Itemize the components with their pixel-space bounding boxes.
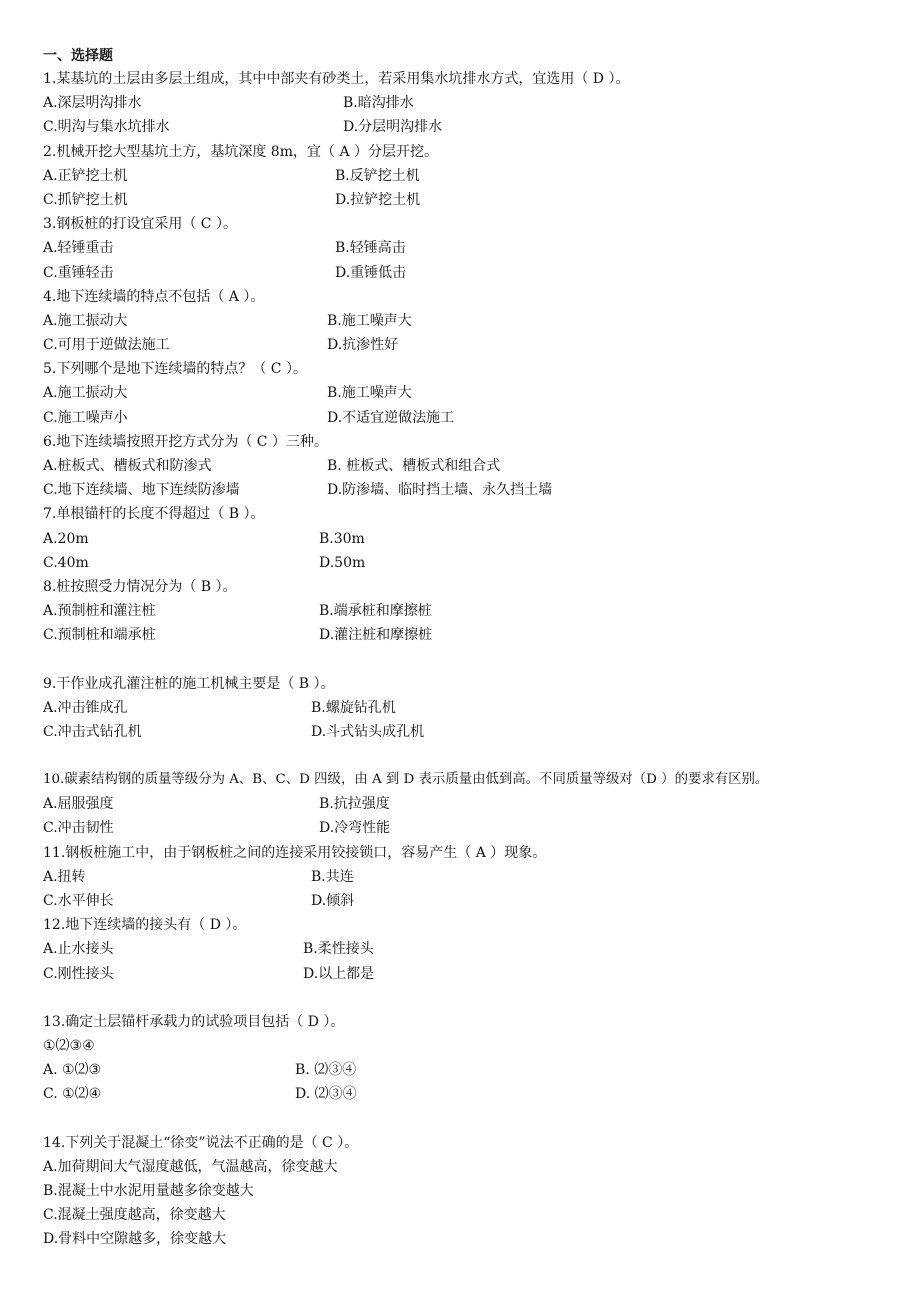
question-stem: 12.地下连续墙的接头有（ D ）。: [43, 917, 247, 934]
option: D.灌注桩和摩擦桩: [319, 627, 433, 644]
option: B.30m: [319, 530, 365, 547]
option: A. ①⑵③: [43, 1062, 102, 1079]
option-row: [43, 527, 903, 551]
question-stem: 11.钢板桩施工中，由于钢板桩之间的连接采用铰接锁口，容易产生（ A ）现象。: [43, 844, 547, 861]
question-stem: 10.碳素结构钢的质量等级分为 A、B、C、D 四级，由 A 到 D 表示质量由低到高。不同质量等级对（D ）的要求有区别。: [43, 772, 769, 788]
option: B.螺旋钻孔机: [311, 699, 396, 716]
option: B.共连: [311, 868, 354, 885]
option: A.轻锤重击: [43, 240, 114, 257]
option-row: [43, 188, 903, 212]
question-stem: 3.钢板桩的打设宜采用（ C ）。: [43, 216, 237, 233]
option: A.施工振动大: [43, 312, 128, 329]
option: D. ⑵③④: [295, 1086, 357, 1103]
option: B. 桩板式、槽板式和组合式: [327, 458, 501, 474]
option-row: [43, 381, 903, 405]
option-row: [43, 115, 903, 139]
option: A.正铲挖土机: [43, 167, 128, 184]
option: B.施工噪声大: [327, 312, 412, 329]
question-stem: 13.确定土层锚杆承载力的试验项目包括（ D ）。: [43, 1013, 345, 1030]
option-row: [43, 406, 903, 430]
option: D.冷弯性能: [319, 820, 391, 837]
option: B.施工噪声大: [327, 385, 412, 402]
question-stem: 1.某基坑的土层由多层土组成，其中中部夹有砂类土，若采用集水坑排水方式，宜选用（ D ）。: [43, 71, 630, 87]
option-row: [43, 551, 903, 575]
option: A.加荷期间大气湿度越低，气温越高，徐变越大: [43, 1158, 338, 1175]
option: D.不适宜逆做法施工: [327, 409, 455, 426]
option: B.轻锤高击: [335, 240, 406, 257]
option-row: [43, 309, 903, 333]
option-row: [43, 91, 903, 115]
question-stem: 7.单根锚杆的长度不得超过（ B ）。: [43, 506, 265, 523]
option: B. ⑵③④: [295, 1062, 357, 1079]
option: D.分层明沟排水: [343, 119, 443, 136]
option-row: [43, 962, 903, 986]
option: A.桩板式、槽板式和防渗式: [43, 458, 212, 474]
question-stem: 9.干作业成孔灌注桩的施工机械主要是（ B ）。: [43, 675, 335, 692]
option: C.预制桩和端承桩: [43, 627, 156, 644]
option: B.端承桩和摩擦桩: [319, 603, 432, 620]
option: C.刚性接头: [43, 965, 114, 982]
option: D.倾斜: [311, 893, 355, 909]
section-title: 一、选择题: [43, 48, 113, 64]
option: D.斗式钻头成孔机: [311, 723, 425, 740]
question-stem: 5.下列哪个是地下连续墙的特点？（ C ）。: [43, 361, 307, 378]
option: C.冲击韧性: [43, 820, 114, 837]
option: C.冲击式钻孔机: [43, 723, 142, 740]
option-row: [43, 164, 903, 188]
document-page: [43, 45, 903, 1251]
option: B.暗沟排水: [343, 95, 414, 112]
option: D.以上都是: [303, 965, 375, 982]
question-stem: 14.下列关于混凝土“徐变”说法不正确的是（ C ）。: [43, 1134, 359, 1151]
option-row: [43, 261, 903, 285]
option-row: [43, 478, 903, 502]
option: C.明沟与集水坑排水: [43, 119, 170, 136]
option: C. ①⑵④: [43, 1086, 102, 1103]
option: D.骨料中空隙越多，徐变越大: [43, 1231, 227, 1248]
option: A.20m: [43, 530, 89, 547]
option: C.混凝土强度越高，徐变越大: [43, 1207, 226, 1224]
option: A.止水接头: [43, 941, 114, 958]
option: C.水平伸长: [43, 893, 114, 909]
option-row: [43, 454, 903, 478]
option: C.抓铲挖土机: [43, 191, 128, 208]
option: D.抗渗性好: [327, 337, 399, 354]
option: C.可用于逆做法施工: [43, 337, 170, 354]
option-row: [43, 1058, 903, 1082]
option: B.混凝土中水泥用量越多徐变越大: [43, 1182, 254, 1199]
option: A.屈服强度: [43, 796, 114, 813]
option: D.重锤低击: [335, 264, 407, 281]
option: A.冲击锥成孔: [43, 699, 128, 716]
question-note: ①⑵③④: [43, 1037, 95, 1054]
option: A.预制桩和灌注桩: [43, 603, 156, 620]
question-stem: 2.机械开挖大型基坑土方，基坑深度 8m，宜（ A ）分层开挖。: [43, 143, 438, 160]
option: A.施工振动大: [43, 385, 128, 402]
option: D.50m: [319, 554, 366, 571]
option: B.反铲挖土机: [335, 167, 420, 184]
option-row: [43, 333, 903, 357]
option-row: [43, 792, 903, 816]
option-row: [43, 599, 903, 623]
option: C.40m: [43, 554, 89, 571]
option: B.抗拉强度: [319, 796, 390, 813]
question-stem: 6.地下连续墙按照开挖方式分为（ C ）三种。: [43, 433, 328, 450]
option: C.重锤轻击: [43, 264, 114, 281]
option-row: [43, 623, 903, 647]
option: D.防渗墙、临时挡土墙、永久挡土墙: [327, 482, 553, 499]
option-row: [43, 937, 903, 961]
option: C.地下连续墙、地下连续防渗墙: [43, 482, 240, 499]
question-stem: 4.地下连续墙的特点不包括（ A ）。: [43, 288, 265, 305]
option: B.柔性接头: [303, 941, 374, 958]
option: C.施工噪声小: [43, 409, 128, 426]
option: A.扭转: [43, 868, 86, 885]
option-row: [43, 696, 903, 720]
option: A.深层明沟排水: [43, 95, 142, 112]
option: D.拉铲挖土机: [335, 191, 421, 208]
option-row: [43, 1082, 903, 1106]
option-row: [43, 236, 903, 260]
option-row: [43, 816, 903, 840]
question-stem: 8.桩按照受力情况分为（ B ）。: [43, 578, 237, 595]
option-row: [43, 889, 903, 913]
option-row: [43, 865, 903, 889]
option-row: [43, 720, 903, 744]
